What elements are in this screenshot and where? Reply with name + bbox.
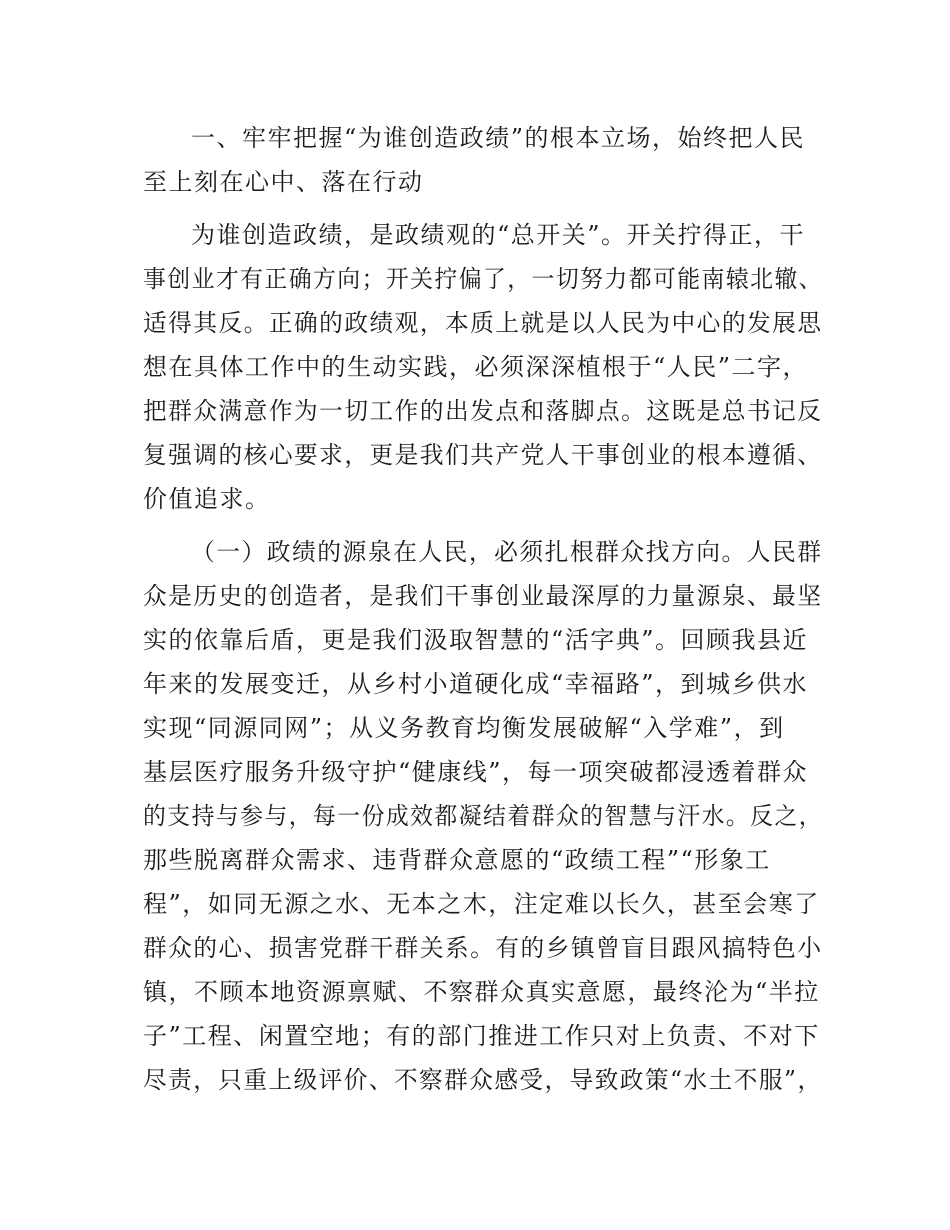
paragraph2-line-5: 实现“同源同网”；从义务教育均衡发展破解“入学难”，到: [143, 714, 785, 742]
paragraph2-line-4: 年来的发展变迁，从乡村小道硬化成“幸福路”，到城乡供水: [143, 670, 809, 698]
heading-line-1: 一、牢牢把握“为谁创造政绩”的根本立场，始终把人民: [191, 124, 806, 152]
paragraph2-line-7: 的支持与参与，每一份成效都凝结着群众的智慧与汗水。反之，: [143, 802, 824, 830]
paragraph2-line-3: 实的依靠后盾，更是我们汲取智慧的“活字典”。回顾我县近: [143, 626, 809, 654]
paragraph1-line-6: 复强调的核心要求，更是我们共产党人干事创业的根本遵循、: [143, 441, 823, 469]
paragraph2-line-13: 尽责，只重上级评价、不察群众感受，导致政策“水土不服”，: [143, 1066, 823, 1094]
paragraph2-line-1: （一）政绩的源泉在人民，必须扎根群众找方向。人民群: [191, 538, 823, 566]
paragraph2-line-12: 子”工程、闲置空地；有的部门推进工作只对上负责、不对下: [143, 1022, 820, 1050]
paragraph1-line-1: 为谁创造政绩，是政绩观的“总开关”。开关拧得正，干: [191, 221, 806, 249]
paragraph1-line-7: 价值追求。: [143, 485, 271, 513]
paragraph2-line-9: 程”，如同无源之水、无本之木，注定难以长久，甚至会寒了: [143, 890, 820, 918]
paragraph1-line-5: 把群众满意作为一切工作的出发点和落脚点。这既是总书记反: [143, 397, 823, 425]
heading-line-2: 至上刻在心中、落在行动: [143, 168, 424, 196]
paragraph2-line-11: 镇，不顾本地资源禀赋、不察群众真实意愿，最终沦为“半拉: [143, 978, 820, 1006]
paragraph1-line-4: 想在具体工作中的生动实践，必须深深植根于“人民”二字，: [143, 353, 809, 381]
paragraph2-line-6: 基层医疗服务升级守护“健康线”，每一项突破都浸透着群众: [143, 758, 809, 786]
paragraph1-line-2: 事创业才有正确方向；开关拧偏了，一切努力都可能南辕北辙、: [143, 265, 824, 293]
paragraph2-line-2: 众是历史的创造者，是我们干事创业最深厚的力量源泉、最坚: [143, 582, 823, 610]
paragraph2-line-8: 那些脱离群众需求、违背群众意愿的“政绩工程”“形象工: [143, 846, 771, 874]
paragraph2-line-10: 群众的心、损害党群干群关系。有的乡镇曾盲目跟风搞特色小: [143, 934, 823, 962]
paragraph1-line-3: 适得其反。正确的政绩观，本质上就是以人民为中心的发展思: [143, 309, 823, 337]
